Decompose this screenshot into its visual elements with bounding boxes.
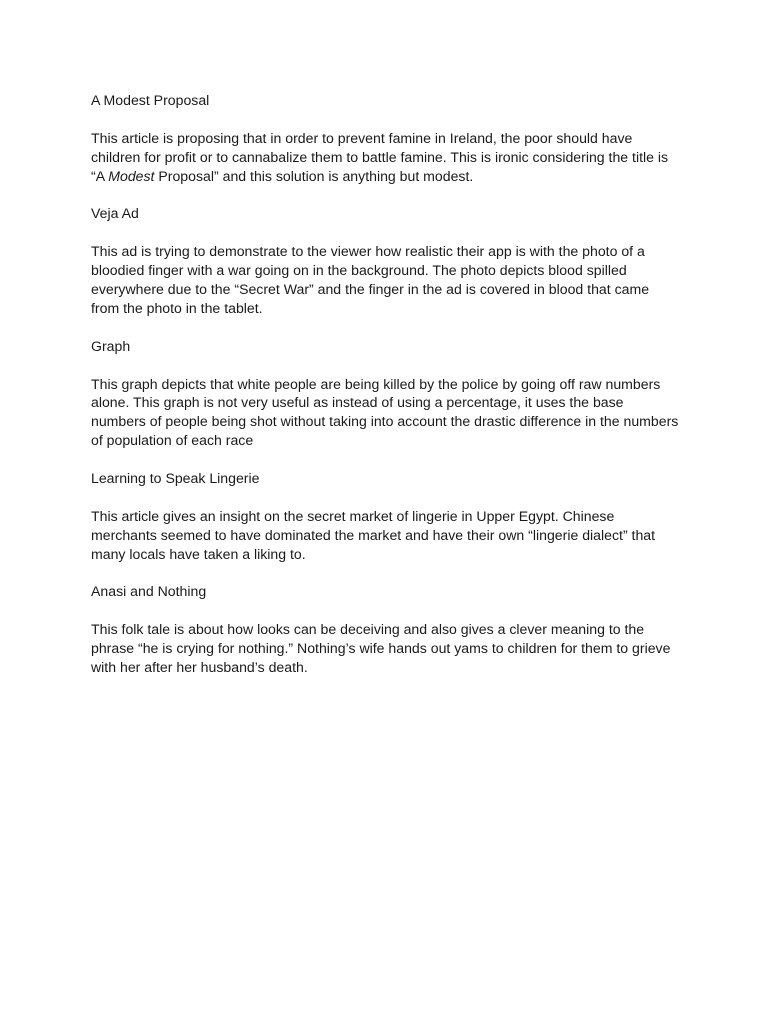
section-heading-graph: Graph — [91, 337, 131, 354]
section-heading-anasi-and-nothing: Anasi and Nothing — [91, 583, 207, 600]
section-body-veja-ad: This ad is trying to demonstrate to the viewer how realistic their app is with the photo of a bloodied finger with a war going on in the background. The photo depicts blood spilled everywhere due to the “Secret War” and the finger in the ad is covered in blood that came from the photo in the tablet. — [91, 243, 650, 316]
section-body-modest-proposal — [91, 129, 681, 186]
section-body-anasi-and-nothing: This folk tale is about how looks can be deceiving and also gives a clever meaning to the phrase “he is crying for nothing.” Nothing’s wife hands out yams to children for them to grieve with her after her husband’s death. — [91, 621, 671, 676]
section-body-learning-to-speak-lingerie: This article gives an insight on the secret market of lingerie in Upper Egypt. Chinese merchants seemed to have dominated the market and have their own “lingerie dialect” that many locals have taken a liking to. — [91, 507, 656, 562]
document-body — [91, 91, 681, 696]
italic-title-word: Modest — [108, 167, 155, 184]
section-heading-learning-to-speak-lingerie: Learning to Speak Lingerie — [91, 470, 260, 487]
section-heading-veja-ad: Veja Ad — [91, 205, 139, 222]
body-text: Proposal” and this solution is anything but modest. — [154, 167, 474, 184]
section-body-graph: This graph depicts that white people are being killed by the police by going off raw numbers alone. This graph is not very useful as instead of using a percentage, it uses the base numbers of people being shot without taking into account the drastic difference in the numbers of population of each race — [91, 375, 679, 449]
section-heading-modest-proposal: A Modest Proposal — [91, 92, 210, 108]
body-text: This article is proposing that in order to prevent famine in Ireland, the poor should have children for profit or to cannabalize them to battle famine. This is ironic considering the title is “A — [91, 129, 669, 184]
